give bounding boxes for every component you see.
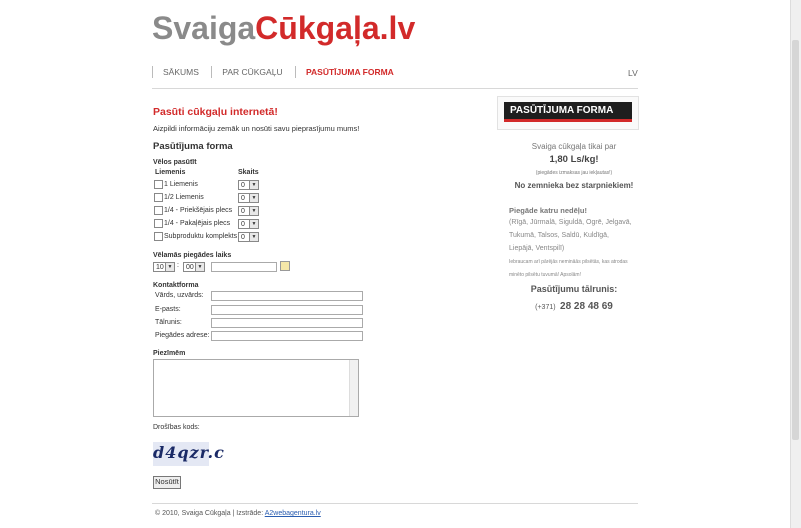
captcha-text: d4qzr.c <box>153 443 225 462</box>
chevron-down-icon: ▼ <box>249 194 258 202</box>
chevron-down-icon: ▼ <box>249 181 258 189</box>
footer-developer-link[interactable]: A2webagentura.lv <box>264 510 321 517</box>
quantity-value: 0 <box>241 182 245 189</box>
sidebar-header-box <box>497 96 639 130</box>
textarea-scrollbar[interactable] <box>349 360 358 416</box>
nav-item-order-form[interactable]: PASŪTĪJUMA FORMA <box>295 66 404 78</box>
quantity-select[interactable] <box>238 180 259 190</box>
column-piece: Liemenis <box>155 169 186 176</box>
delivery-hour-value: 10 <box>156 264 164 271</box>
price-value: 1,80 Ls/kg! <box>549 154 599 165</box>
quantity-value: 0 <box>241 208 245 215</box>
item-label: 1/4 - Pakaļējais plecs <box>164 220 231 227</box>
quantity-select[interactable] <box>238 232 259 242</box>
form-title: Pasūtījuma forma <box>153 141 233 152</box>
item-checkbox[interactable] <box>154 193 163 202</box>
email-label: E-pasts: <box>155 306 181 313</box>
chevron-down-icon: ▼ <box>165 263 174 271</box>
chevron-down-icon: ▼ <box>249 207 258 215</box>
main-nav <box>152 66 404 80</box>
delivery-minute-value: 00 <box>186 264 194 271</box>
page-title: Pasūti cūkgaļu internetā! <box>153 106 278 118</box>
cities-note-1: Iebraucam arī pārējās nemināās pilsētās, kas atrodas <box>509 259 628 265</box>
notes-label: Piezīmēm <box>153 350 186 357</box>
quantity-select[interactable] <box>238 193 259 203</box>
address-label: Piegādes adrese: <box>155 332 210 339</box>
logo-part-1: Svaiga <box>152 10 256 46</box>
quantity-select[interactable] <box>238 206 259 216</box>
time-separator: : <box>177 262 179 269</box>
phone-prefix: (+371) <box>535 304 556 311</box>
chevron-down-icon: ▼ <box>195 263 204 271</box>
delivery-time-label: Vēlamās piegādes laiks <box>153 252 232 259</box>
quantity-value: 0 <box>241 221 245 228</box>
calendar-icon[interactable] <box>280 261 290 271</box>
cities-line-1: (Rīgā, Jūrmalā, Siguldā, Ogrē, Jelgavā, <box>509 219 632 226</box>
cities-line-2: Tukumā, Talsos, Saldū, Kuldīgā, <box>509 232 609 239</box>
price-line: Svaiga cūkgaļa tikai par <box>531 142 617 151</box>
phone-title: Pasūtījumu tālrunis: <box>530 284 618 294</box>
item-label: 1 Liemenis <box>164 181 198 188</box>
delivery-hour-select[interactable] <box>153 262 175 272</box>
notes-textarea[interactable] <box>153 359 359 417</box>
footer <box>155 510 321 517</box>
item-checkbox[interactable] <box>154 219 163 228</box>
logo-part-2: Cūkgaļa.lv <box>255 10 416 46</box>
delivery-date-input[interactable] <box>211 262 277 272</box>
weekly-delivery-title: Piegāde katru nedēļu! <box>509 206 587 215</box>
name-label: Vārds, uzvārds: <box>155 292 204 299</box>
footer-text: © 2010, Svaiga Cūkgaļa | Izstrāde: <box>155 510 265 517</box>
name-input[interactable] <box>211 291 363 301</box>
email-input[interactable] <box>211 305 363 315</box>
cities-line-3: Liepājā, Ventspilī) <box>509 245 565 252</box>
quantity-value: 0 <box>241 234 245 241</box>
order-label: Vēlos pasūtīt <box>153 159 197 166</box>
item-checkbox[interactable] <box>154 206 163 215</box>
phone-number-line <box>497 296 651 314</box>
cities-note-2: minēto pilsētu tuvumā! Apsolām! <box>509 272 581 278</box>
no-middleman-text: No zemnieka bez starpniekiem! <box>514 181 634 190</box>
phone-label: Tālrunis: <box>155 319 182 326</box>
phone-input[interactable] <box>211 318 363 328</box>
column-qty: Skaits <box>238 169 259 176</box>
chevron-down-icon: ▼ <box>249 220 258 228</box>
sidebar-title: PASŪTĪJUMA FORMA <box>504 102 632 122</box>
item-label: 1/2 Liemenis <box>164 194 204 201</box>
price-note: (piegādes izmaksas jau iekļautas!) <box>535 170 613 176</box>
language-switch[interactable]: LV <box>628 68 638 78</box>
nav-item-about[interactable]: PAR CŪKGAĻU <box>211 66 292 78</box>
contact-title: Kontaktforma <box>153 282 199 289</box>
item-checkbox[interactable] <box>154 180 163 189</box>
nav-item-home[interactable]: SĀKUMS <box>152 66 209 78</box>
quantity-value: 0 <box>241 195 245 202</box>
item-label: Subproduktu komplekts <box>164 233 238 240</box>
quantity-select[interactable] <box>238 219 259 229</box>
nav-divider <box>152 88 638 89</box>
item-label: 1/4 - Priekšējais plecs <box>164 207 233 214</box>
page-scrollbar[interactable] <box>790 0 801 528</box>
address-input[interactable] <box>211 331 363 341</box>
security-code-label: Drošības kods: <box>153 424 200 431</box>
chevron-down-icon: ▼ <box>249 233 258 241</box>
scrollbar-thumb[interactable] <box>792 40 799 440</box>
site-logo[interactable] <box>152 10 415 47</box>
footer-divider <box>152 503 638 504</box>
phone-number: 28 28 48 69 <box>560 301 613 312</box>
delivery-minute-select[interactable] <box>183 262 205 272</box>
intro-text: Aizpildi informāciju zemāk un nosūti savu pieprasījumu mums! <box>153 124 360 133</box>
captcha-image <box>153 442 225 466</box>
item-checkbox[interactable] <box>154 232 163 241</box>
submit-button[interactable]: Nosūtīt <box>153 476 181 489</box>
